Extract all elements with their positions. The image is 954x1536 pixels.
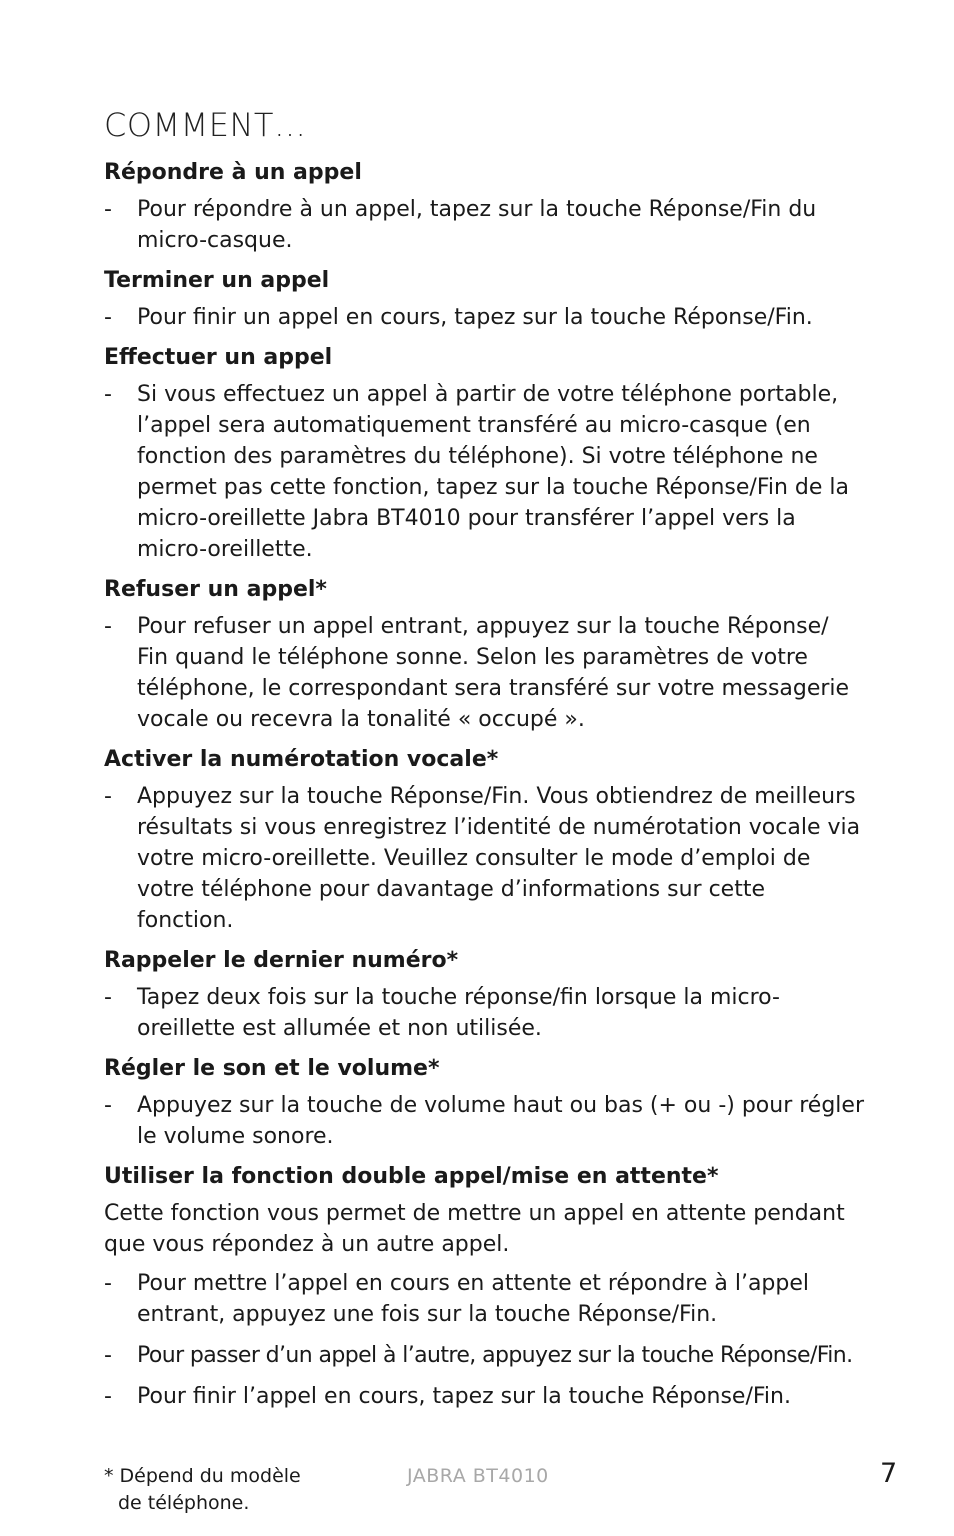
section-heading: Utiliser la fonction double appel/mise en attente* — [104, 1164, 719, 1189]
section-heading: Effectuer un appel — [104, 345, 333, 370]
section-heading: Terminer un appel — [104, 268, 330, 293]
list-item: - Pour répondre à un appel, tapez sur la touche Réponse/Fin du micro-casque. — [104, 194, 864, 256]
page-title: COMMENT… — [104, 106, 307, 144]
footer-brand: JABRA BT4010 — [407, 1465, 549, 1487]
section-heading: Activer la numérotation vocale* — [104, 747, 499, 772]
page-number: 7 — [880, 1458, 898, 1489]
list-item: - Pour passer d’un appel à l’autre, appuyez sur la touche Réponse/Fin. — [104, 1340, 864, 1371]
section-heading: Rappeler le dernier numéro* — [104, 948, 459, 973]
list-item: - Pour refuser un appel entrant, appuyez sur la touche Réponse/ Fin quand le téléphone sonne. Selon les paramètres de votre téléphone, le correspondant sera transféré sur votre messagerie vocale ou recevra la tonalité « occupé ». — [104, 611, 864, 735]
list-item: - Pour finir l’appel en cours, tapez sur la touche Réponse/Fin. — [104, 1381, 864, 1412]
section-intro: Cette fonction vous permet de mettre un appel en attente pendant que vous répondez à un autre appel. — [104, 1201, 845, 1257]
section-heading: Répondre à un appel — [104, 160, 362, 185]
section-heading: Régler le son et le volume* — [104, 1056, 440, 1081]
list-item: - Si vous effectuez un appel à partir de votre téléphone portable, l’appel sera automatiquement transféré au micro-casque (en fonction des paramètres du téléphone). Si votre téléphone ne permet pas cette fonction, tapez sur la touche Réponse/Fin de la micro-oreillette Jabra BT4010 pour transférer l’appel vers la micro-oreillette. — [104, 379, 864, 565]
page-body — [104, 104, 864, 1422]
list-item: - Pour mettre l’appel en cours en attente et répondre à l’appel entrant, appuyez une fois sur la touche Réponse/Fin. — [104, 1268, 864, 1330]
list-item: - Appuyez sur la touche Réponse/Fin. Vous obtiendrez de meilleurs résultats si vous enregistrez l’identité de numérotation vocale via votre micro-oreillette. Veuillez consulter le mode d’emploi de votre téléphone pour davantage d’informations sur cette fonction. — [104, 781, 864, 936]
list-item: - Tapez deux fois sur la touche réponse/fin lorsque la micro-oreillette est allumée et non utilisée. — [104, 982, 864, 1044]
footnote-line2: de téléphone. — [118, 1492, 250, 1514]
footnote — [104, 1463, 301, 1517]
footnote-line1: * Dépend du modèle — [104, 1465, 301, 1487]
list-item: - Pour finir un appel en cours, tapez sur la touche Réponse/Fin. — [104, 302, 864, 333]
list-item: - Appuyez sur la touche de volume haut ou bas (+ ou -) pour régler le volume sonore. — [104, 1090, 864, 1152]
section-heading: Refuser un appel* — [104, 577, 327, 602]
